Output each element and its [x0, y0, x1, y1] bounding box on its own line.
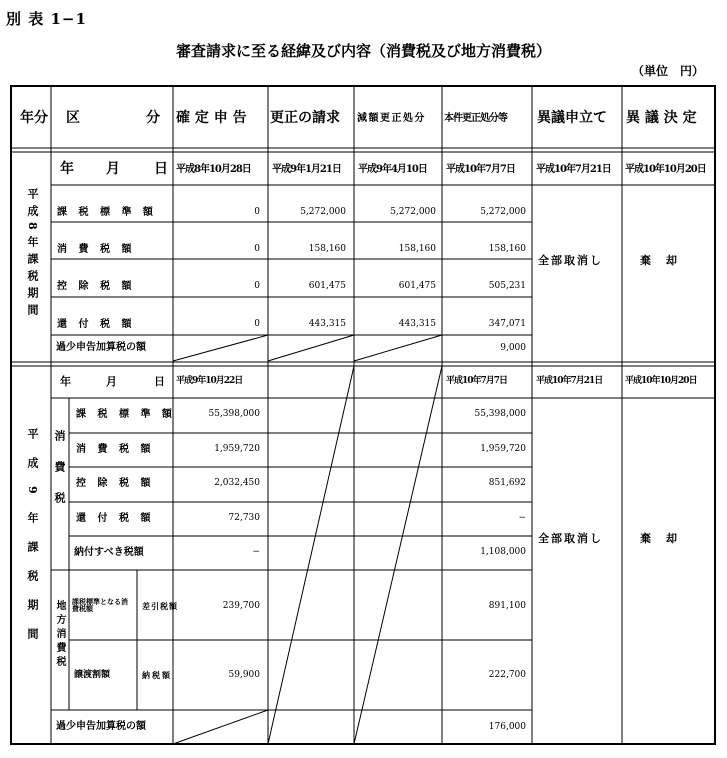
period8-label: 平成8年課税期間: [26, 188, 39, 321]
p9-r4-kakutei: −: [252, 547, 260, 557]
p8-date-y: 年: [60, 161, 74, 177]
p9-date-m: 月: [106, 375, 117, 388]
p9-date-y: 年: [60, 375, 71, 388]
p9-r3-kakutei: 72,730: [228, 513, 260, 523]
header-genkaku: 減 額 更 正 処 分: [357, 113, 424, 124]
p8-row-label: 消 費 税 額: [57, 244, 136, 255]
p9-row-label: 控 除 税 額: [76, 478, 155, 489]
p9-r4-honken: 1,108,000: [480, 547, 526, 557]
header-kousei: 更正の請求: [270, 110, 340, 126]
p8-date-kettei: 平成10年10月20日: [625, 164, 706, 175]
p9-date-kettei: 平成10年10月20日: [625, 376, 697, 386]
p9-local-r0-kakutei: 239,700: [222, 601, 260, 611]
header-igi: 異議申立て: [537, 110, 607, 126]
p8-date-honken: 平成10年7月7日: [446, 164, 515, 175]
p9-r1-kakutei: 1,959,720: [214, 444, 260, 454]
p8-r0-kousei: 5,272,000: [300, 207, 346, 217]
p8-date-d: 日: [154, 161, 168, 177]
p8-r2-honken: 505,231: [488, 281, 526, 291]
p9-r0-kakutei: 55,398,000: [208, 409, 260, 419]
p9-local-r1-label1: 譲渡割額: [74, 670, 111, 680]
p9-local-r1-kakutei: 59,900: [228, 670, 260, 680]
p9-consumption-label: 消費税: [53, 430, 66, 523]
p9-r2-honken: 851,692: [488, 478, 526, 488]
p8-row-label: 課 税 標 準 額: [57, 207, 157, 218]
p8-date-igi: 平成10年7月21日: [536, 164, 611, 175]
p8-row-label: 控 除 税 額: [57, 281, 136, 292]
p8-r0-honken: 5,272,000: [480, 207, 526, 217]
header-igi-kettei: 異 議 決 定: [626, 110, 697, 126]
document-label: 別 表 1−1: [6, 10, 87, 28]
header-year: 年分: [20, 110, 48, 126]
p8-penalty-value: 9,000: [500, 343, 526, 353]
p8-row-label: 還 付 税 額: [57, 319, 136, 330]
p8-penalty-label: 過少申告加算税の額: [56, 342, 146, 353]
p8-igi-result: 全部取消し: [538, 254, 603, 267]
p9-r1-honken: 1,959,720: [480, 444, 526, 454]
p8-r2-kakutei: 0: [254, 281, 260, 291]
p8-date-kakutei: 平成8年10月28日: [176, 164, 251, 175]
p8-date-kousei: 平成9年1月21日: [272, 164, 341, 175]
p8-r1-kousei: 158,160: [308, 244, 346, 254]
p9-igi-result: 全部取消し: [538, 532, 603, 545]
unit-label: （単位 円）: [632, 64, 705, 78]
p9-local-r0-label1: 課税標準となる消費税額: [72, 597, 128, 613]
p8-r0-kakutei: 0: [254, 207, 260, 217]
p9-date-kakutei: 平成9年10月22日: [176, 376, 243, 386]
document-title: 審査請求に至る経緯及び内容（消費税及び地方消費税）: [175, 42, 551, 60]
p9-local-r1-label2: 納税額: [142, 670, 172, 680]
p8-r1-kakutei: 0: [254, 244, 260, 254]
p9-row-label: 消 費 税 額: [76, 444, 155, 455]
header-kubun-1: 区: [66, 110, 80, 126]
p8-r3-genkaku: 443,315: [398, 319, 436, 329]
period9-label: 平成9年課税期間: [26, 428, 39, 657]
p9-r2-kakutei: 2,032,450: [214, 478, 260, 488]
p9-local-label: 地方消費税: [54, 600, 65, 670]
p8-date-genkaku: 平成9年4月10日: [358, 164, 427, 175]
header-honken: 本件更正処分等: [444, 113, 507, 124]
p8-date-m: 月: [106, 161, 120, 177]
header-kakutei: 確 定 申 告: [176, 110, 247, 126]
p9-local-r1-honken: 222,700: [488, 670, 526, 680]
p8-r2-genkaku: 601,475: [398, 281, 436, 291]
p9-penalty-value: 176,000: [488, 722, 526, 732]
p8-r3-kousei: 443,315: [308, 319, 346, 329]
p8-r3-honken: 347,071: [488, 319, 526, 329]
p9-date-honken: 平成10年7月7日: [446, 376, 508, 386]
p9-date-igi: 平成10年7月21日: [536, 376, 603, 386]
p9-penalty-label: 過少申告加算税の額: [56, 721, 146, 732]
p8-r2-kousei: 601,475: [308, 281, 346, 291]
p8-r1-genkaku: 158,160: [398, 244, 436, 254]
p9-local-r0-label2: 差引税額: [142, 601, 178, 611]
p8-r3-kakutei: 0: [254, 319, 260, 329]
p9-r0-honken: 55,398,000: [474, 409, 526, 419]
p8-kettei-result: 棄 却: [640, 254, 679, 267]
p9-kettei-result: 棄 却: [640, 532, 679, 545]
p9-date-d: 日: [154, 375, 165, 388]
p8-r1-honken: 158,160: [488, 244, 526, 254]
p9-row-label: 還 付 税 額: [76, 513, 155, 524]
p9-row-label: 納付すべき税額: [74, 547, 144, 558]
header-kubun-2: 分: [146, 110, 160, 126]
p9-r3-honken: −: [518, 513, 526, 523]
p9-row-label: 課 税 標 準 額: [76, 409, 176, 420]
p8-r0-genkaku: 5,272,000: [390, 207, 436, 217]
p9-local-r0-honken: 891,100: [488, 601, 526, 611]
